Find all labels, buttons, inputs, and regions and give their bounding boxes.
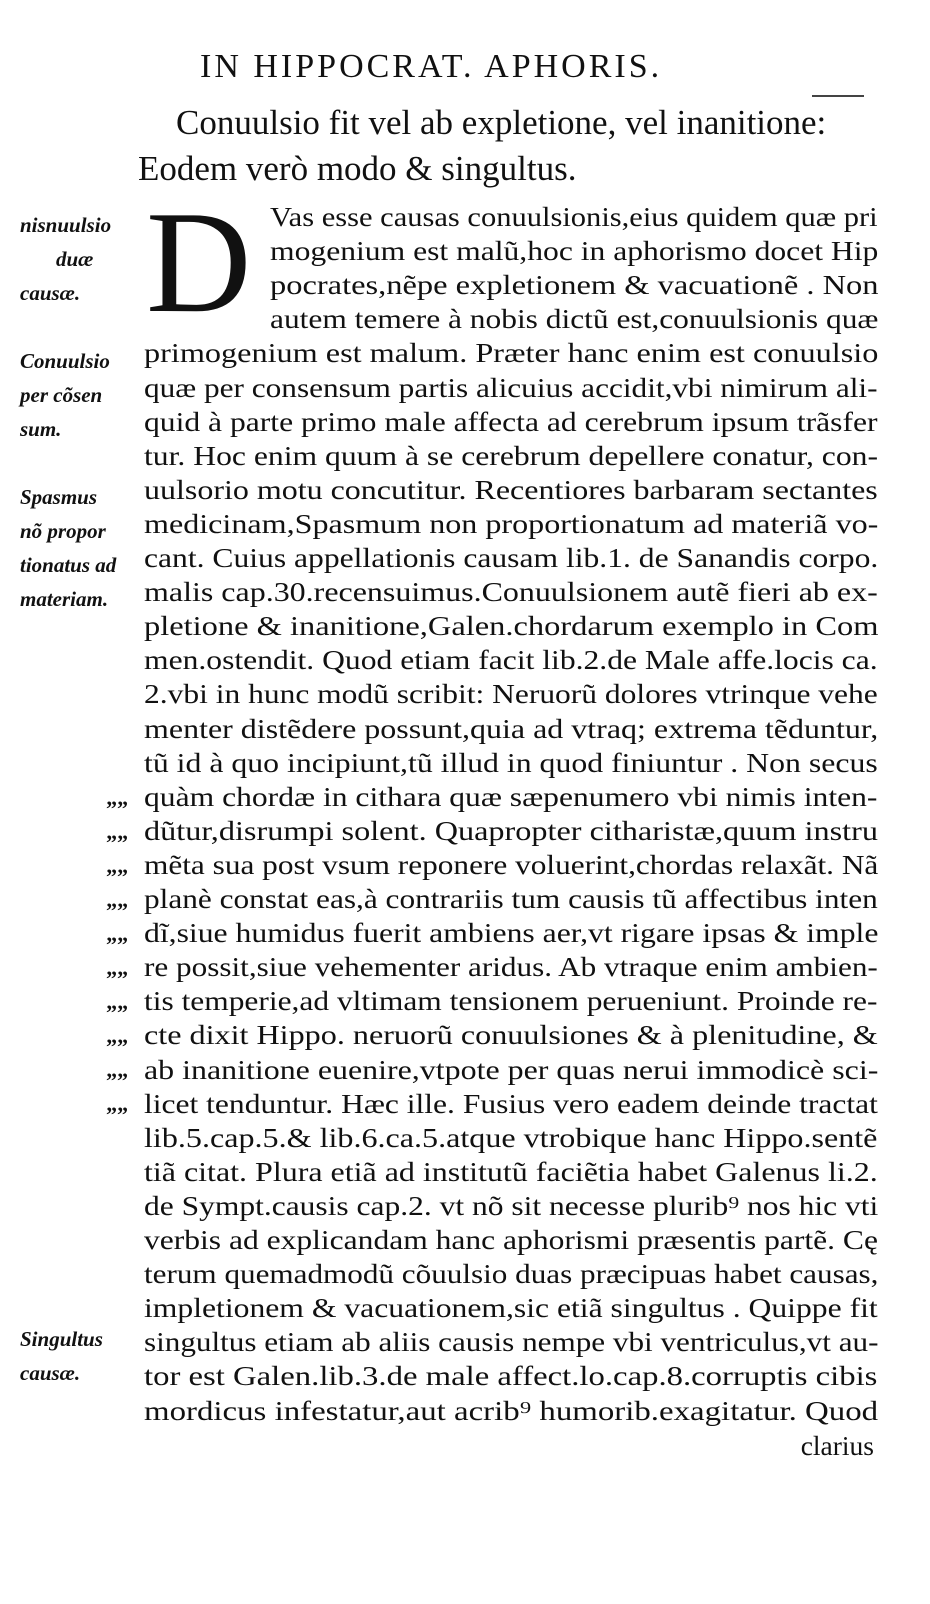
text-line: cte dixit Hippo. neruorũ conuulsiones & à plenitudine, & [144, 1019, 878, 1051]
margin-note-line: per cõsen [20, 383, 103, 407]
text-line: Vas esse causas conuulsionis,eius quidem quæ pri [270, 201, 878, 232]
drop-cap-initial: D [146, 181, 252, 343]
text-line: quæ per consensum partis alicuius accidit,vbi nimirum ali- [144, 371, 878, 403]
text-line: tor est Galen.lib.3.de male affect.lo.cap.8.corruptis cibis [144, 1360, 878, 1392]
ornament-rule [812, 95, 864, 97]
margin-note-line: causæ. [20, 281, 81, 305]
text-line: cant. Cuius appellationis causam lib.1. de Sanandis corpo. [144, 542, 879, 573]
text-line: singultus etiam ab aliis causis nempe vbi ventriculus,vt au- [144, 1326, 879, 1358]
margin-note-line: materiam. [20, 587, 109, 611]
text-line: menter distẽdere possunt,quia ad vtraq; extrema tẽduntur, [144, 712, 879, 744]
text-line: mẽta sua post vsum reponere voluerint,chordas relaxãt. Nã [144, 848, 879, 880]
text-line: men.ostendit. Quod etiam facit lib.2.de Male affe.locis ca. [144, 644, 878, 676]
margin-note-line: tionatus ad [20, 553, 117, 577]
text-line: tis temperie,ad vltimam tensionem perueniunt. Proinde re- [144, 985, 878, 1017]
aphorism-line-1: Conuulsio fit vel ab expletione, vel inanitione: [176, 103, 827, 142]
aphorism-heading [138, 100, 898, 192]
margin-note-singultus [20, 1322, 103, 1390]
text-line: verbis ad explicandam hanc aphorismi præsentis partẽ. Cę [144, 1224, 878, 1255]
quote-mark: ”” [106, 796, 128, 821]
margin-note-line: nisnuulsio [20, 213, 112, 237]
margin-note-causes [20, 208, 111, 310]
margin-note-line: nõ propor [20, 519, 106, 543]
margin-note-line: Spasmus [20, 485, 98, 509]
text-line: de Sympt.causis cap.2. vt nõ sit necesse plurib⁹ nos hic vti [144, 1189, 879, 1221]
text-line: uulsorio motu concutitur. Recentiores barbaram sectantes [144, 473, 878, 505]
text-line: medicinam,Spasmum non proportionatum ad materiã vo- [144, 507, 879, 539]
catchword: clarius [800, 1430, 874, 1461]
margin-note-consensus [20, 344, 110, 446]
text-line: planè constat eas,à contrariis tum causis tũ affectibus inten [144, 883, 878, 914]
margin-note-line: sum. [20, 417, 62, 441]
text-line: dĩ,siue humidus fuerit ambiens aer,vt rigare ipsas & imple [144, 917, 879, 949]
text-line: autem temere à nobis dictũ est,conuulsionis quæ [270, 303, 879, 335]
margin-note-line: Singultus [20, 1327, 103, 1351]
text-line: quàm chordæ in cithara quæ sæpenumero vbi nimis inten- [144, 780, 878, 812]
text-line: 2.vbi in hunc modũ scribit: Neruorũ dolores vtrinque vehe [144, 678, 878, 710]
text-line: dũtur,disrumpi solent. Quapropter citharistæ,quum instru [144, 814, 878, 846]
text-line: lib.5.cap.5.& lib.6.ca.5.atque vtrobique hanc Hippo.sentẽ [144, 1121, 878, 1153]
margin-note-line: duæ [56, 247, 94, 271]
text-line: tiã citat. Plura etiã ad institutũ faciẽtia habet Galenus li.2. [144, 1155, 878, 1187]
margin-note-line: Conuulsio [20, 349, 110, 373]
quote-mark: ”” [106, 1000, 128, 1025]
quote-mark: ”” [106, 864, 128, 889]
quote-mark: ”” [106, 1034, 128, 1059]
quotation-markers [106, 792, 136, 1132]
text-line: impletionem & vacuationem,sic etiã singultus . Quippe fit [144, 1292, 878, 1324]
text-line: tur. Hoc enim quum à se cerebrum depellere conatur, con- [144, 439, 879, 471]
text-line: primogenium est malum. Præter hanc enim est conuulsio [144, 337, 879, 369]
margin-note-spasmus [20, 480, 116, 616]
text-line: tũ id à quo incipiunt,tũ illud in quod finiuntur . Non secus [144, 746, 878, 778]
text-line: re possit,siue vehementer aridus. Ab vtraque enim ambien- [144, 951, 878, 983]
text-line: malis cap.30.recensuimus.Conuulsionem autẽ fieri ab ex- [144, 576, 878, 608]
text-line: licet tenduntur. Hæc ille. Fusius vero eadem deinde tractat [144, 1087, 878, 1119]
text-line: pletione & inanitione,Galen.chordarum exemplo in Com [144, 610, 879, 642]
quote-mark: ”” [106, 1102, 128, 1127]
text-line: pocrates,nẽpe expletionem & vacuationẽ . Non [270, 269, 879, 301]
quote-mark: ”” [106, 966, 128, 991]
running-head: IN HIPPOCRAT. APHORIS. [200, 48, 663, 85]
quote-mark: ”” [106, 1068, 128, 1093]
quote-mark: ”” [106, 932, 128, 957]
text-line: mogenium est malũ,hoc in aphorismo docet Hip [270, 235, 879, 267]
margin-note-line: causæ. [20, 1361, 81, 1385]
quote-mark: ”” [106, 898, 128, 923]
text-line: mordicus infestatur,aut acrib⁹ humorib.exagitatur. Quod [144, 1394, 879, 1426]
aphorism-line-2: Eodem verò modo & singultus. [138, 149, 577, 188]
quote-mark: ”” [106, 830, 128, 855]
text-line: quid à parte primo male affecta ad cerebrum ipsum trãsfer [144, 405, 878, 437]
text-line: ab inanitione euenire,vtpote per quas nerui immodicè sci- [144, 1053, 879, 1085]
text-line: terum quemadmodũ cõuulsio duas præcipuas habet causas, [144, 1258, 879, 1290]
